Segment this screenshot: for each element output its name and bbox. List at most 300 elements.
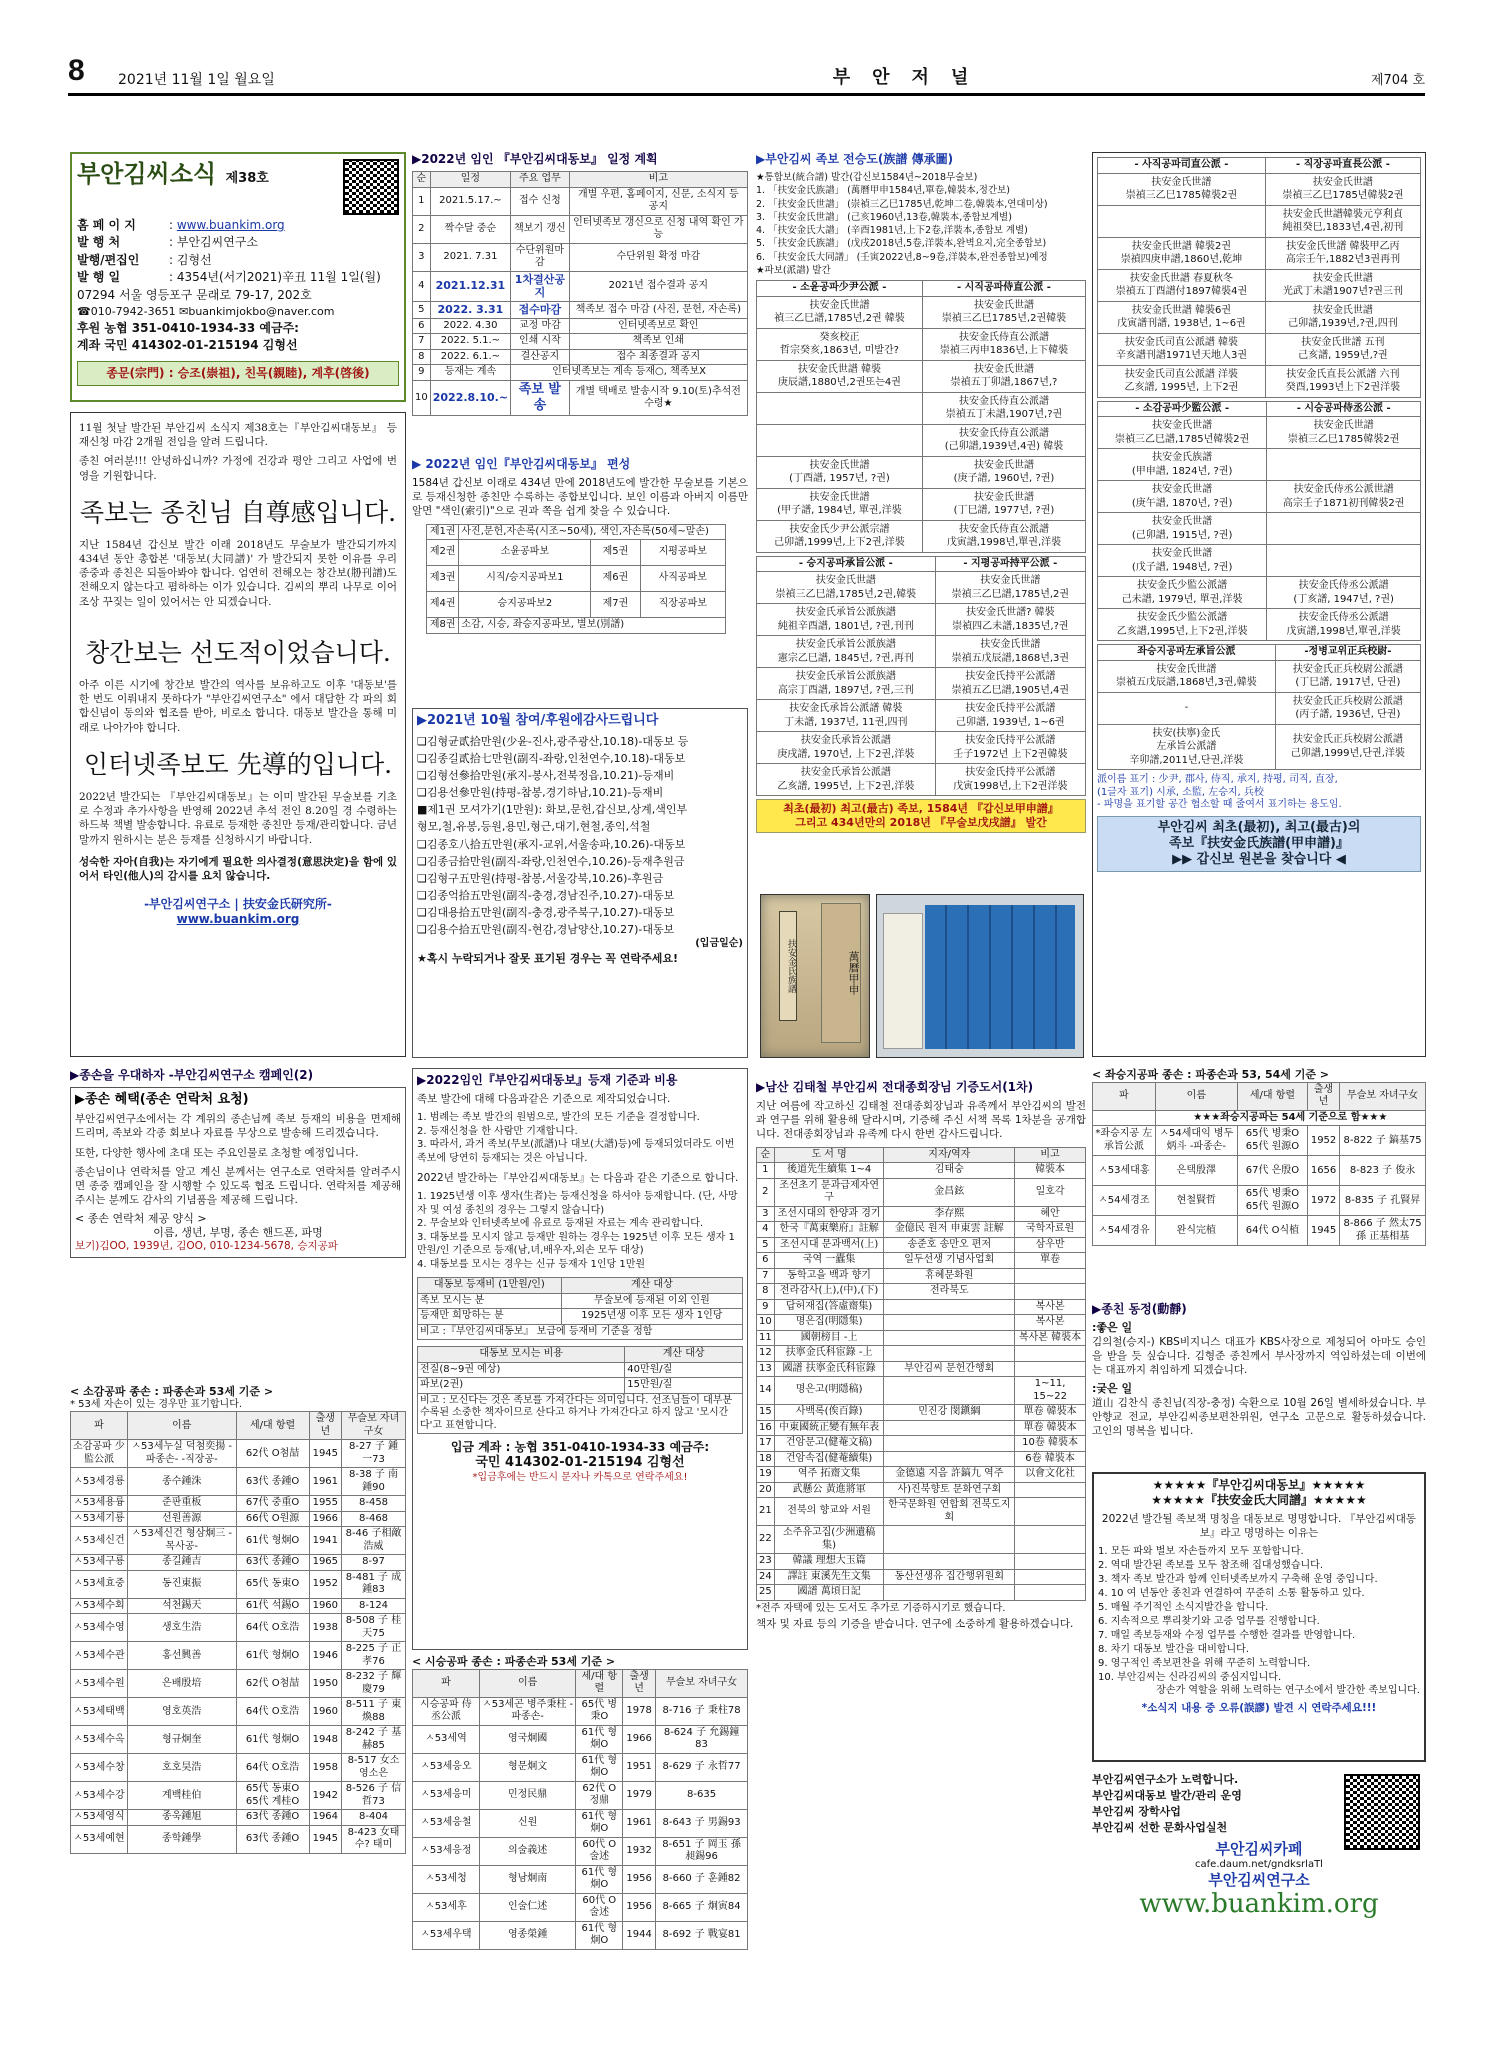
table-cell (884, 1315, 1015, 1331)
list-item: 2. 등재신청을 한 사람만 기재합니다. (417, 1125, 578, 1137)
table-cell: ㅅ53세수관 (71, 1642, 128, 1670)
table-cell: 扶安金氏世譜 崇禎三乙巳1785년韓裝2권 (1265, 173, 1420, 205)
list-item: ❏김종금拾만원(副직-좌랑,인천연수,10.26)-등재추원금 (417, 854, 685, 868)
table-cell: 복사본 (1015, 1315, 1086, 1331)
table-cell: 扶安金氏世譜 (丁酉譜, 1957년, ?권) (757, 456, 923, 488)
table-cell: 65代 병秉O 65代 원源O (1238, 1126, 1308, 1156)
table-cell: 1945 (309, 1440, 341, 1468)
table-cell: ㅅ53세곤 병주秉柱 -파종손- (479, 1697, 576, 1725)
table-row (413, 1893, 748, 1921)
table-cell: 접수 신청 (511, 187, 570, 215)
table-cell: 책보기 갱신 (511, 215, 570, 243)
table-row (757, 1178, 1086, 1206)
table-row (757, 1498, 1086, 1526)
table-cell: 2022.8.10.~ (430, 380, 510, 416)
list-item: 4. 10 여 년동안 종친과 연결하여 꾸준히 소통 활동하고 있다. (1098, 1588, 1365, 1600)
table-cell: ㅅ53세청 (413, 1865, 480, 1893)
table-cell: 60代 O술述 (576, 1893, 623, 1921)
list-item: ❏김용선參만원(持평-참봉,경기하남,10.21)-등재비 (417, 786, 664, 800)
sogam-title: < 소감공파 종손 : 파종손과 53세 기준 > (70, 1385, 274, 1398)
table-cell: - (1098, 692, 1276, 724)
column-header: 이름 (1155, 1082, 1237, 1110)
table-cell: 1941 (309, 1527, 341, 1555)
table-row (757, 1377, 1086, 1405)
table-cell: ㅅ53세경룡 (71, 1468, 128, 1496)
table-cell (1015, 1268, 1086, 1284)
edit-section (412, 457, 748, 634)
list-item: 4. 「扶安金氏大譜」 (辛酉1981년,上下2卷,洋裝本,종합보 계별) (756, 225, 1028, 237)
table-cell: 사백록(俟百錄) (774, 1405, 884, 1421)
table-cell: 韓議 理想大玉篇 (774, 1554, 884, 1570)
table-cell: 扶安金氏世譜 (庚子譜, 1960년, ?권) (922, 456, 1085, 488)
footer-line: 부안김씨대동보 발간/관리 운영 (1092, 1788, 1242, 1802)
column-header: 비고 (1015, 1147, 1086, 1163)
table-cell: 扶安金氏持平公派譜 壬子1972년 上下2권韓裝 (935, 732, 1085, 764)
table-cell: 61代 형炯O (236, 1726, 309, 1754)
table-cell: ㅅ53세수강 (71, 1782, 128, 1810)
table-cell (884, 1526, 1015, 1554)
table-cell: 64代 O호浩 (236, 1754, 309, 1782)
thanks-title: ▶2021년 10월 참여/후원에감사드립니다 (417, 713, 659, 728)
table-row: 제8권 소감, 시승, 좌승지공파보, 별보(別譜) (427, 618, 726, 634)
table-cell: 扶安金氏承旨公派族譜 純祖辛酉譜, 1801년, ?권,刊刊 (757, 604, 936, 636)
pa-header: - 승지공파承旨公派 - (757, 556, 936, 572)
table-cell: 扶安金氏世譜 (丁巳譜, 1977년, ?권) (922, 488, 1085, 520)
table-row (757, 572, 1086, 604)
list-item: 5. 「扶安金氏族譜」 (戊戌2018년,5卷,洋裝本,완벽요지,完全종합보) (756, 238, 1047, 250)
table-cell: 扶寧金氏科宦錄 -上 (774, 1346, 884, 1362)
table-cell: ㅅ53세예현 (71, 1825, 128, 1853)
donation-section (756, 1080, 1086, 1631)
table-cell (1015, 1554, 1086, 1570)
list-item: ❏김대용拾五만원(副직-충경,광주북구,10.27)-대동보 (417, 905, 675, 919)
table-cell: 21 (757, 1498, 775, 1526)
campaign-p2: 또한, 다양한 행사에 초대 또는 주요인물로 초청할 예정입니다. (75, 1146, 359, 1159)
table-row (71, 1511, 406, 1527)
table-cell: 金昌鉉 (884, 1178, 1015, 1206)
table-cell: 완식完植 (1155, 1216, 1237, 1246)
table-row (757, 1253, 1086, 1269)
account-3: *입금후에는 반드시 문자나 카톡으로 연락주세요! (472, 1471, 688, 1483)
table-cell: 63代 종鍾O (236, 1825, 309, 1853)
table-cell: 2022. 4.30 (430, 318, 510, 334)
table-cell: 扶安金氏承旨公派譜 乙亥譜, 1995년, 上下2권,洋裝 (757, 764, 936, 796)
table-cell: 건암문고(健菴文稿) (774, 1436, 884, 1452)
table-cell: 扶安金氏承旨公派譜 庚戌譜, 1970년, 上下2권,洋裝 (757, 732, 936, 764)
news2-section (1092, 1302, 1426, 1444)
table-row (757, 456, 1086, 488)
newsletter-issue: 제38호 (225, 171, 269, 186)
table-cell: 61代 형炯O (236, 1642, 309, 1670)
table-cell: 扶安金氏持平公派譜 崇禎五乙巳譜,1905년,4권 (935, 668, 1085, 700)
table-cell: 1차결산공지 (511, 271, 570, 302)
list-item: 5. 매월 주기적인 소식지발간을 합니다. (1098, 1602, 1269, 1614)
table-cell: 63代 종鍾O (236, 1468, 309, 1496)
table-cell (1267, 545, 1421, 577)
table-cell: 조선시대 문과백서(上) (774, 1237, 884, 1253)
table-cell: 扶安金氏正兵校尉公派譜 己卯譜,1999년,단권,洋裝 (1275, 724, 1420, 770)
table-cell: 60代 O술述 (576, 1837, 623, 1865)
table-cell: ㅅ53세역 (413, 1725, 480, 1753)
table-cell: ㅅ53세우택 (413, 1921, 480, 1949)
table-cell: 國朝榜目 -上 (774, 1330, 884, 1346)
table-cell: 3 (757, 1206, 775, 1222)
table-cell: 7 (757, 1268, 775, 1284)
table-row (71, 1825, 406, 1853)
table-cell: 2 (757, 1178, 775, 1206)
table-cell: ㅅ53세대홍 (1093, 1156, 1156, 1186)
table-cell: 명은집(明隱集) (774, 1315, 884, 1331)
table-cell: 2021년 접수결과 공지 (569, 271, 747, 302)
table-row (413, 334, 748, 350)
issue-date: 2021년 11월 1일 월요일 (118, 71, 275, 88)
pa-header: - 시승공파侍丞公派 - (1267, 401, 1421, 417)
table-cell: 扶安金氏世譜 (甲子譜, 1984년, 單권,洋裝 (757, 488, 923, 520)
letter-p6: 성숙한 자아(自我)는 자기에게 필요한 의사결정(意思決定)을 함에 있어서 타인(他人)의 감시를 요치 않습니다. (79, 855, 397, 882)
table-cell: 扶安金氏族譜 (甲申譜, 1824년, ?권) (1098, 449, 1267, 481)
list-item: 8. 차기 대동보 발간을 대비합니다. (1098, 1644, 1250, 1656)
table-cell: 8-526 子 信哲73 (342, 1782, 406, 1810)
table-cell: 1 (757, 1163, 775, 1179)
table-cell: 22 (757, 1526, 775, 1554)
table-cell: 金德遠 지음 許鎬九 역주 (884, 1467, 1015, 1483)
thanks-section (412, 708, 748, 1058)
info-row: 발 행 일 : 4354년(서기2021)辛丑 11월 1일(월) (77, 270, 381, 285)
table-cell: ㅅ53세응철 (413, 1809, 480, 1837)
list-item: 6. 「扶安金氏大同譜」 (壬寅2022년,8~9卷,洋裝本,완전종합보)예정 (756, 251, 1048, 263)
table-row: 제3권 시직/승지공파보1 제6권 사직공파보 (427, 566, 726, 592)
list-item: 1. 범례는 족보 발간의 원범으로, 발간의 모든 기준을 결정합니다. (417, 1112, 700, 1124)
table-row (1093, 1186, 1426, 1216)
page-header (68, 53, 1425, 96)
list-item: 3. 책자 족보 발간과 함께 인터넷족보까지 구축해 운영 중입니다. (1098, 1574, 1378, 1586)
table-row (71, 1440, 406, 1468)
table-cell: 동산선생유 집간행위원회 (884, 1569, 1015, 1585)
table-cell: 64代 O호浩 (236, 1614, 309, 1642)
daedongbo-end: 장손가 역할을 위해 노력하는 연구소에서 발간한 족보입니다. (1156, 1685, 1420, 1697)
table-cell: 65代 동東O (236, 1570, 309, 1598)
table-cell: 扶安金氏世譜 (己卯譜, 1915년, ?권) (1098, 513, 1267, 545)
table-cell: 영국炯國 (479, 1725, 576, 1753)
table-row (71, 1468, 406, 1496)
table-row (1098, 333, 1421, 365)
table-cell: 8-643 子 男錫93 (656, 1809, 748, 1837)
table-cell: 영종榮鍾 (479, 1921, 576, 1949)
table-cell: 2022. 5.1.~ (430, 334, 510, 350)
pa-header: - 지평공파持平公派 - (935, 556, 1085, 572)
table-cell: 61代 형炯O (236, 1527, 309, 1555)
table-cell (884, 1299, 1015, 1315)
table-cell: ㅅ54세대익 병두炳斗 -파종손- (1155, 1126, 1237, 1156)
table-cell: 2021. 7.31 (430, 243, 510, 271)
account-1: 입금 계좌 : 농협 351-0410-1934-33 예금주: (450, 1440, 710, 1455)
footer-line: 부안김씨 장학사업 (1092, 1804, 1181, 1818)
table-cell: 韓裝本 (1015, 1163, 1086, 1179)
column-header: 이름 (127, 1412, 236, 1440)
table-cell: *좌승지공 左承旨公派 (1093, 1126, 1156, 1156)
table-row (1098, 173, 1421, 205)
original-search-banner: 부안김씨 최초(最初), 최고(最古)의 족보『扶安金氏族譜(甲申譜)』 ▶▶ 갑신보 원본을 찾습니다 ◀ (1097, 816, 1421, 873)
table-row (71, 1496, 406, 1512)
table-row (71, 1810, 406, 1826)
table-cell: 2022. 3.31 (430, 302, 510, 319)
table-cell: 武懸公 黃進將軍 (774, 1482, 884, 1498)
fee-table-1: 대동보 등재비 (1만원/인) 계산 대상 족보 모시는 분 무술보에 등재된 이외 인원 등재만 희망하는 분 1925년생 이후 모든 생자 1인당 비고 :『부안김씨대동보』 보급에 등재비 기준을 정함 (417, 1277, 743, 1340)
table-cell: 8-423 女태수? 태미 (342, 1825, 406, 1853)
table-cell: 61代 형炯O (576, 1753, 623, 1781)
table-row: 제2권 소윤공파보 제5권 지평공파보 (427, 540, 726, 566)
table-row (757, 1436, 1086, 1452)
page-number: 8 (68, 53, 85, 87)
table-row (71, 1642, 406, 1670)
table-cell: 62代 O첨喆 (236, 1440, 309, 1468)
table-row (757, 732, 1086, 764)
table-cell: 형문炯文 (479, 1753, 576, 1781)
table-cell: 65代 병秉O 65代 원源O (1238, 1186, 1308, 1216)
address: 07294 서울 영등포구 문래로 79-17, 202호 (77, 287, 312, 302)
info-row: 발 행 처 : 부안김씨연구소 (77, 235, 259, 250)
donation-table (756, 1147, 1086, 1601)
letter-p5: 2022년 발간되는 『부안김씨대동보』는 이미 발간된 무술보를 기초로 수정과 추가사항을 반영해 2022년 추석 전인 8.20일 경 수령하는 하드북 책별 발송합니다. 유료로 등재한 종친만 등재/관리합니다. 금년말까지 원하시는 분은 등재를 신청하시기 바랍니다. (79, 790, 397, 846)
homepage-link[interactable]: www.buankim.org (176, 218, 285, 232)
pa-header: - 소감공파少監公派 - (1098, 401, 1267, 417)
table-cell: 조선초기 문과급제자연구 (774, 1178, 884, 1206)
table-cell: 以會文化社 (1015, 1467, 1086, 1483)
table-cell: 족보 발송 (511, 380, 570, 416)
table-row (413, 1753, 748, 1781)
table-cell: 1945 (309, 1825, 341, 1853)
table-row (71, 1782, 406, 1810)
table-cell: 扶安金氏世譜 韓裝 庚辰譜,1880년,2권또는4권 (757, 360, 923, 392)
table-row (757, 1569, 1086, 1585)
table-row (757, 1451, 1086, 1467)
masthead-box (70, 152, 406, 402)
table-row: 파보(2권) 15만원/질 (418, 1378, 743, 1394)
table-cell: 접수 최종결과 공지 (569, 349, 747, 365)
cafe-url[interactable]: cafe.daum.net/gndksrlaTl (1195, 1858, 1323, 1870)
contact-form-fields: 이름, 생년, 부명, 종손 핸드폰, 파명 (153, 1226, 323, 1240)
table-cell: 67代 중重O (236, 1496, 309, 1512)
table-cell: 扶安金氏世譜 崇禎三乙巳譜,1785년,2권,韓裝 (757, 572, 936, 604)
table-cell: 扶安金氏世譜 崇禎三乙巳1785년,2권韓裝 (922, 296, 1085, 328)
table-cell: ㅅ53세수원 (71, 1670, 128, 1698)
table-cell: 扶安金氏侍直公派譜 (己卯譜,1939년,4권) 韓裝 (922, 424, 1085, 456)
table-cell: 國譜 萬頃日記 (774, 1585, 884, 1601)
table-cell: 1964 (309, 1810, 341, 1826)
list-item: 3. 대동보를 모시지 않고 등재만 원하는 경우는 1925년 이후 모든 생자 1만원/인 기준으로 등재(남,녀,배우자,외손 모두 대상) (417, 1231, 735, 1257)
table-cell: 扶安金氏侍直公派譜 戊寅譜,1998년,單권,洋裝 (922, 520, 1085, 552)
table-cell: 譯註 東溪先生文集 (774, 1569, 884, 1585)
table-cell: 李存熙 (884, 1206, 1015, 1222)
table-cell: 석천錫天 (127, 1598, 236, 1614)
table-row: 등재만 희망하는 분 1925년생 이후 모든 생자 1인당 (418, 1309, 743, 1325)
table-cell: 휴혜문화원 (884, 1268, 1015, 1284)
table-cell: 1~11, 15~22 (1015, 1377, 1086, 1405)
table-cell: 扶安金氏司直公派譜 韓裝 辛亥譜刊譜1971년天地人3권 (1098, 333, 1266, 365)
table-cell: 결산공지 (511, 349, 570, 365)
table-cell: 8-38 子 南鍾90 (342, 1468, 406, 1496)
table-cell: 後道先生續集 1~4 (774, 1163, 884, 1179)
table-cell: 扶安金氏世譜? 韓裝 崇禎四乙未譜,1835년,?권 (935, 604, 1085, 636)
table-cell: 66代 O원源 (236, 1511, 309, 1527)
table-cell: 6卷 韓裝本 (1015, 1451, 1086, 1467)
table-row (1098, 609, 1421, 641)
table-row (413, 243, 748, 271)
table-cell: 8-823 子 俊永 (1340, 1156, 1426, 1186)
table-cell: 扶安金氏世譜 崇禎三乙巳1785韓裝2권 (1098, 173, 1266, 205)
table-cell: 8-665 子 炯寅84 (656, 1893, 748, 1921)
table-cell: 扶安金氏世譜 韓裝甲乙丙 高宗壬午,1882년3권再刊 (1265, 237, 1420, 269)
table-cell: 1656 (1307, 1156, 1339, 1186)
table-row (757, 1585, 1086, 1601)
table-cell: 63代 종鍾O (236, 1555, 309, 1571)
table-cell (1015, 1346, 1086, 1362)
table-cell: 63代 종鍾O (236, 1810, 309, 1826)
bank-1: 후원 농협 351-0410-1934-33 예금주: (77, 320, 299, 335)
table-row (1098, 513, 1421, 545)
table-row (71, 1614, 406, 1642)
daedongbo-title-2: ★★★★★『扶安金氏大同譜』★★★★★ (1151, 1493, 1367, 1507)
table-cell: ㅅ53세신건 (71, 1527, 128, 1555)
table-cell: 扶安金氏正兵校尉公派譜 (丙子譜, 1936년, 단권) (1275, 692, 1420, 724)
table-row (1098, 577, 1421, 609)
table-cell: 8-46 子相敵浩威 (342, 1527, 406, 1555)
footer-institute: 부안김씨연구소 (1208, 1871, 1310, 1889)
campaign-p1: 부안김씨연구소에서는 각 계위의 종손님께 족보 등재의 비용을 면제해 드리며, 족보와 각종 회보나 자료를 무상으로 발송해 드리겠습니다. (75, 1113, 401, 1140)
table-cell: 8-716 子 秉柱78 (656, 1697, 748, 1725)
table-cell: 조선시대의 한양과 경기 (774, 1206, 884, 1222)
table-cell: 복사본 韓裝本 (1015, 1330, 1086, 1346)
table-row (1098, 449, 1421, 481)
table-row (757, 1299, 1086, 1315)
info-row: 홈 페 이 지 : www.buankim.org (77, 218, 285, 232)
list-item: ❏김형균貳拾만원(少윤-진사,광주광산,10.18)-대동보 등 (417, 735, 689, 749)
list-item: ❏김종억拾五만원(副직-충경,경남진주,10.27)-대동보 (417, 888, 675, 902)
table-cell: 한국『萬東樂府』註解 (774, 1222, 884, 1238)
table-cell: 건암속집(健菴續集) (774, 1451, 884, 1467)
pa-table (1097, 401, 1421, 642)
table-cell: 종욱鍾旭 (127, 1810, 236, 1826)
table-cell: 동진東振 (127, 1570, 236, 1598)
table-cell: 扶安金氏少尹公派宗譜 己卯譜,1999년,上下2권,洋裝 (757, 520, 923, 552)
table-cell (884, 1585, 1015, 1601)
table-cell: ㅅ53세구룡 (71, 1555, 128, 1571)
table-row (413, 271, 748, 302)
table-cell: 2021.12.31 (430, 271, 510, 302)
letter-url[interactable]: www.buankim.org (176, 912, 300, 927)
table-cell: 金億民 원저 申東雲 註解 (884, 1222, 1015, 1238)
table-cell: 扶安金氏侍丞公派世譜 高宗壬子1871初刊韓裝2권 (1267, 481, 1421, 513)
table-cell: 8-468 (342, 1511, 406, 1527)
table-cell: 1952 (309, 1570, 341, 1598)
pa2-box (1092, 152, 1426, 1057)
table-cell: 61代 석錫O (236, 1598, 309, 1614)
table-cell: 국학자료원 (1015, 1222, 1086, 1238)
criteria-title: ▶2022임인『부안김씨대동보』등재 기준과 비용 (417, 1073, 678, 1087)
table-row (413, 1725, 748, 1753)
table-cell: 역주 拓齋文集 (774, 1467, 884, 1483)
table-row (1098, 417, 1421, 449)
table-row (757, 328, 1086, 360)
jwa-table: 파 이름 세/대 항렬 출생년 무슬보 자녀구女 ★★★좌승지공파는 54세 기준으로 함★★★ *좌승지공 左承旨公派 ㅅ54세대익 병두炳斗 -파종손- 65代 병秉O 65代 원源O 1952 8-822 子 鎬基75 ㅅ53세대홍 은택殷澤 67代 은殷O 1656 8-823 子 俊永 ㅅ54세경조 현철賢哲 65代 병秉O 65代 원源O 1972 8-835 子 孔賢昇 ㅅ54세경유 완식完植 64代 O식植 1945 8-866 子 然太75 孫 正基相基 (1092, 1082, 1426, 1247)
table-cell: 國譜 扶寧金氏科宦錄 (774, 1361, 884, 1377)
table-cell: 국역 一蠹集 (774, 1253, 884, 1269)
list-item: ❏김형구五만원(持평-참봉,서울강북,10.26)-후원금 (417, 871, 664, 885)
table-cell: 8-629 子 永哲77 (656, 1753, 748, 1781)
table-cell: ㅅ53세응오 (413, 1753, 480, 1781)
volume-table (426, 524, 726, 634)
table-cell: 扶安金氏侍直公派譜 崇禎三丙申1836년,上下韓裝 (922, 328, 1085, 360)
pa-note-2: (1글자 표기) 시承, 소監, 左승지, 兵校 (1097, 786, 1264, 798)
letter-heading-3: 인터넷족보도 先導的입니다. (83, 749, 393, 779)
table-cell: 민정民鼎 (479, 1781, 576, 1809)
donation-foot-2: 책자 및 자료 등의 기증을 받습니다. 연구에 소중하게 활용하겠습니다. (756, 1618, 1074, 1631)
thanks-foot: ★혹시 누락되거나 잘못 표기된 경우는 꼭 연락주세요! (417, 952, 678, 966)
table-cell: 1979 (623, 1781, 656, 1809)
table-cell: 8-225 子 正孝76 (342, 1642, 406, 1670)
column-header: 세/대 항렬 (576, 1669, 623, 1697)
table-row (413, 187, 748, 215)
footer-url[interactable]: www.buankim.org (1139, 1888, 1379, 1919)
table-row (757, 764, 1086, 796)
table-cell: 單卷 韓裝本 (1015, 1420, 1086, 1436)
pa-note-3: - 파명을 표기할 공간 협소할 때 줄여서 표기하는 용도임. (1097, 799, 1342, 810)
table-cell: 1945 (1307, 1216, 1339, 1246)
column-header: 파 (1093, 1082, 1156, 1110)
table-row (757, 1163, 1086, 1179)
table-row (71, 1726, 406, 1754)
pa-table (1097, 644, 1421, 770)
table-cell: 개별 우편, 홈페이지, 신문, 소식지 등 공지 (569, 187, 747, 215)
letter-p4: 아주 이른 시기에 창간보 발간의 역사를 보유하고도 이후 '대동보'를 한 번도 이뤄내지 못하다가 "부안김씨연구소" 에서 대담한 각 파의 회합신념이 동의와 협조를 받아, 비로소 합니다. 대동보 발간을 통해 미래로 나아가야 합니다. (79, 679, 397, 734)
table-cell: 1951 (623, 1753, 656, 1781)
table-cell: 1932 (623, 1837, 656, 1865)
table-cell (884, 1451, 1015, 1467)
table-cell (1098, 205, 1266, 237)
table-cell: 8-822 子 鎬基75 (1340, 1126, 1426, 1156)
table-row (757, 1361, 1086, 1377)
table-cell: 1966 (309, 1511, 341, 1527)
table-row (757, 360, 1086, 392)
table-cell: 짝수달 중순 (430, 215, 510, 243)
table-header (413, 1669, 748, 1697)
column-header: 출생년 (623, 1669, 656, 1697)
contact-form-example: 보기)김OO, 1939년, 김OO, 010-1234-5678, 승지공파 (75, 1239, 338, 1252)
table-cell: 1960 (309, 1698, 341, 1726)
genealogy-book-photo-right (876, 894, 1084, 1058)
daedongbo-title-1: ★★★★★『부안김씨대동보』★★★★★ (1152, 1478, 1366, 1492)
table-cell: ㅅ53세신건 형삼炯三 -목사공- (127, 1527, 236, 1555)
table-row (1098, 205, 1421, 237)
letter-heading-1: 족보는 종친님 自尊感입니다. (79, 497, 397, 527)
column-header: 파 (413, 1669, 480, 1697)
table-row (757, 668, 1086, 700)
table-cell: 한국문화원 연합회 전북도지회 (884, 1498, 1015, 1526)
column-header: 무슬보 자녀구女 (1340, 1082, 1426, 1110)
table-cell: 61代 형炯O (576, 1725, 623, 1753)
table-cell: 8-124 (342, 1598, 406, 1614)
campaign-title: ▶종손을 우대하자 -부안김씨연구소 캠페인(2) (70, 1068, 314, 1082)
table-row (757, 700, 1086, 732)
table-row (757, 1467, 1086, 1483)
list-item: 2. 무술보와 인터넷족보에 유료로 등재된 자료는 계속 관리합니다. (417, 1218, 704, 1230)
table-row (757, 1206, 1086, 1222)
table-cell: 扶安金氏世譜 己卯譜,1939년,?권,四刊 (1265, 301, 1420, 333)
contact: ☎010-7942-3651 ✉buankimjokbo@naver.com (77, 304, 335, 318)
table-cell (884, 1330, 1015, 1346)
table-cell: 8 (413, 349, 431, 365)
table-cell: 65代 동東O 65代 계桂O (236, 1782, 309, 1810)
